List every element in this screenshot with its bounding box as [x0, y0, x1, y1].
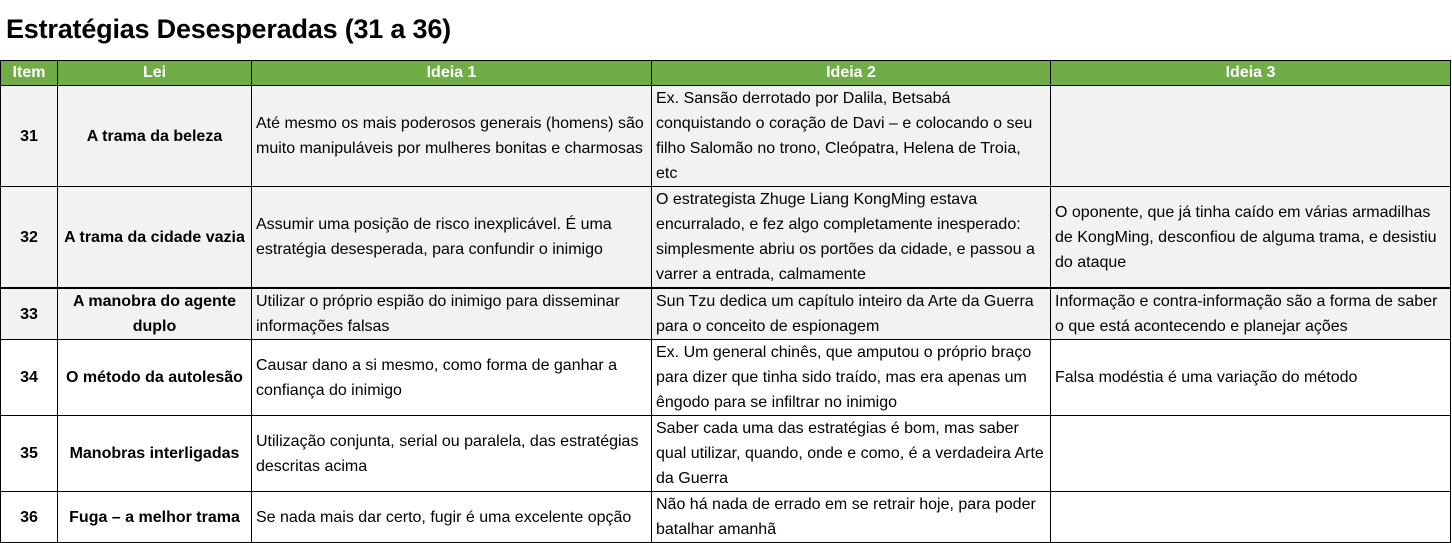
cell-item[interactable]: 36: [1, 492, 58, 543]
cell-ideia-1[interactable]: Até mesmo os mais poderosos generais (homens) são muito manipuláveis por mulheres bonitas e charmosas: [252, 86, 652, 187]
cell-ideia-3[interactable]: Informação e contra-informação são a forma de saber o que está acontecendo e planejar ações: [1051, 288, 1451, 340]
cell-item[interactable]: 34: [1, 340, 58, 416]
cell-ideia-2[interactable]: Não há nada de errado em se retrair hoje, para poder batalhar amanhã: [652, 492, 1051, 543]
cell-ideia-1[interactable]: Assumir uma posição de risco inexplicável. É uma estratégia desesperada, para confundir o inimigo: [252, 187, 652, 289]
cell-lei[interactable]: A manobra do agente duplo: [58, 288, 252, 340]
cell-ideia-2[interactable]: Ex. Um general chinês, que amputou o próprio braço para dizer que tinha sido traído, mas era apenas um êngodo para se infiltrar no inimigo: [652, 340, 1051, 416]
cell-ideia-3[interactable]: Falsa modéstia é uma variação do método: [1051, 340, 1451, 416]
cell-ideia-1[interactable]: Causar dano a si mesmo, como forma de ganhar a confiança do inimigo: [252, 340, 652, 416]
table-row: [1, 187, 1451, 289]
table-row: [1, 288, 1451, 340]
cell-ideia-2[interactable]: Sun Tzu dedica um capítulo inteiro da Arte da Guerra para o conceito de espionagem: [652, 288, 1051, 340]
cell-lei[interactable]: A trama da cidade vazia: [58, 187, 252, 289]
cell-ideia-1[interactable]: Se nada mais dar certo, fugir é uma excelente opção: [252, 492, 652, 543]
header-ideia-3: Ideia 3: [1051, 61, 1451, 86]
cell-lei[interactable]: O método da autolesão: [58, 340, 252, 416]
cell-ideia-3[interactable]: [1051, 416, 1451, 492]
cell-ideia-1[interactable]: Utilizar o próprio espião do inimigo para disseminar informações falsas: [252, 288, 652, 340]
page-title: Estratégias Desesperadas (31 a 36): [6, 14, 451, 44]
cell-ideia-2[interactable]: Saber cada uma das estratégias é bom, mas saber qual utilizar, quando, onde e como, é a verdadeira Arte da Guerra: [652, 416, 1051, 492]
cell-ideia-3[interactable]: [1051, 86, 1451, 187]
table-row: [1, 86, 1451, 187]
cell-ideia-1[interactable]: Utilização conjunta, serial ou paralela, das estratégias descritas acima: [252, 416, 652, 492]
header-ideia-2: Ideia 2: [652, 61, 1051, 86]
cell-lei[interactable]: Fuga – a melhor trama: [58, 492, 252, 543]
header-ideia-1: Ideia 1: [252, 61, 652, 86]
cell-item[interactable]: 32: [1, 187, 58, 289]
cell-item[interactable]: 35: [1, 416, 58, 492]
cell-lei[interactable]: A trama da beleza: [58, 86, 252, 187]
cell-lei[interactable]: Manobras interligadas: [58, 416, 252, 492]
table-row: [1, 416, 1451, 492]
header-item: Item: [1, 61, 58, 86]
header-row: [1, 61, 1451, 86]
cell-item[interactable]: 33: [1, 288, 58, 340]
cell-ideia-2[interactable]: O estrategista Zhuge Liang KongMing estava encurralado, e fez algo completamente inesperado: simplesmente abriu os portões da cidade, e passou a varrer a entrada, calmamente: [652, 187, 1051, 289]
cell-ideia-2[interactable]: Ex. Sansão derrotado por Dalila, Betsabá conquistando o coração de Davi – e colocando o seu filho Salomão no trono, Cleópatra, Helena de Troia, etc: [652, 86, 1051, 187]
table-row: [1, 340, 1451, 416]
cell-ideia-3[interactable]: O oponente, que já tinha caído em várias armadilhas de KongMing, desconfiou de alguma trama, e desistiu do ataque: [1051, 187, 1451, 289]
strategies-table: [0, 60, 1451, 543]
header-lei: Lei: [58, 61, 252, 86]
cell-item[interactable]: 31: [1, 86, 58, 187]
